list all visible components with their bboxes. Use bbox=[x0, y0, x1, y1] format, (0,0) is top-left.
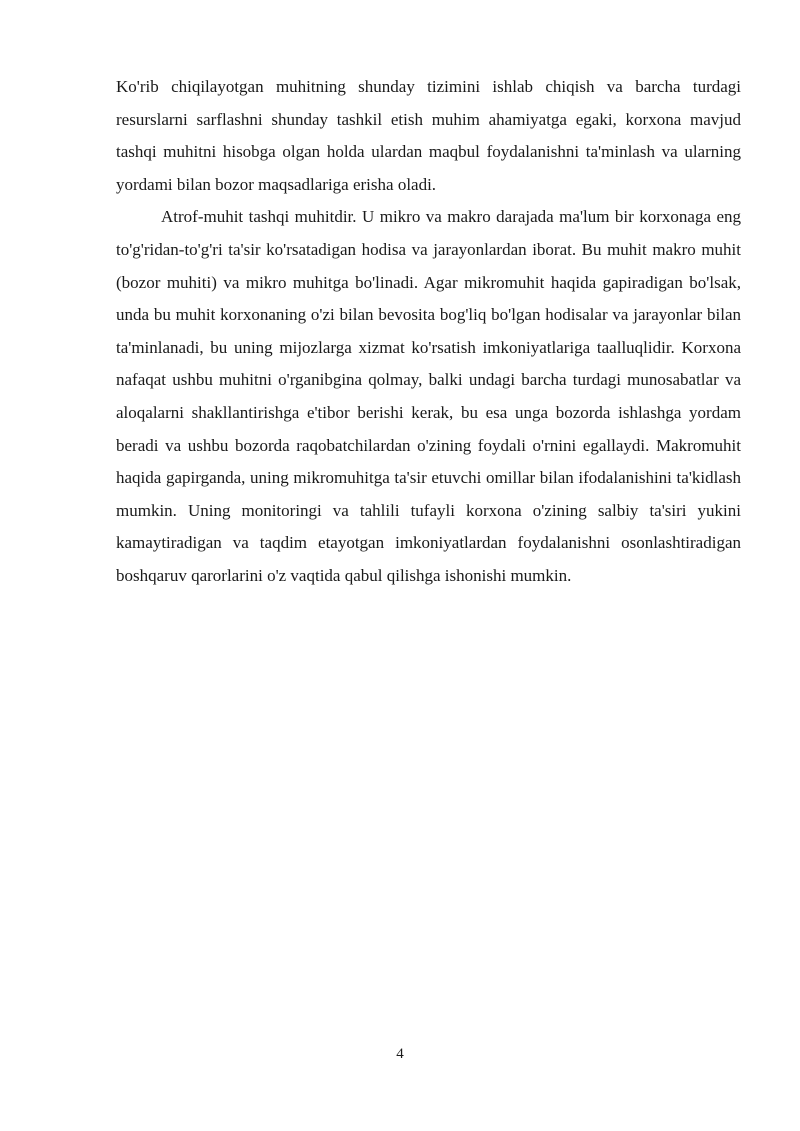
page-number: 4 bbox=[396, 1046, 404, 1062]
paragraph-2: Atrof-muhit tashqi muhitdir. U mikro va makro darajada ma'lum bir korxonaga eng to'g'ridan-to'g'ri ta'sir ko'rsatadigan hodisa va jarayonlardan iborat. Bu muhit makro muhit (bozor muhiti) va mikro muhitga bo'linadi. Agar mikromuhit haqida gapiradigan bo'lsak, unda bu muhit korxonaning o'zi bilan bevosita bog'liq bo'lgan hodisalar va jarayonlar bilan ta'minlanadi, bu uning mijozlarga xizmat ko'rsatish imkoniyatlariga taalluqlidir. Korxona nafaqat ushbu muhitni o'rganibgina qolmay, balki undagi barcha turdagi munosabatlar va aloqalarni shakllantirishga e'tibor berishi kerak, bu esa unga bozorda ishlashga yordam beradi va ushbu bozorda raqobatchilardan o'zining foydali o'rnini egallaydi. Makromuhit haqida gapirganda, uning mikromuhitga ta'sir etuvchi omillar bilan ifodalanishini ta'kidlash mumkin. Uning monitoringi va tahlili tufayli korxona o'zining salbiy ta'siri yukini kamaytiradigan va taqdim etayotgan imkoniyatlardan foydalanishni osonlashtiradigan boshqaruv qarorlarini o'z vaqtida qabul qilishga ishonishi mumkin. bbox=[116, 207, 741, 585]
paragraph-1: Ko'rib chiqilayotgan muhitning shunday tizimini ishlab chiqish va barcha turdagi resurslarni sarflashni shunday tashkil etish muhim ahamiyatga egaki, korxona mavjud tashqi muhitni hisobga olgan holda ulardan maqbul foydalanishni ta'minlash va ularning yordami bilan bozor maqsadlariga erisha oladi. bbox=[116, 77, 741, 194]
body-text bbox=[116, 71, 741, 593]
